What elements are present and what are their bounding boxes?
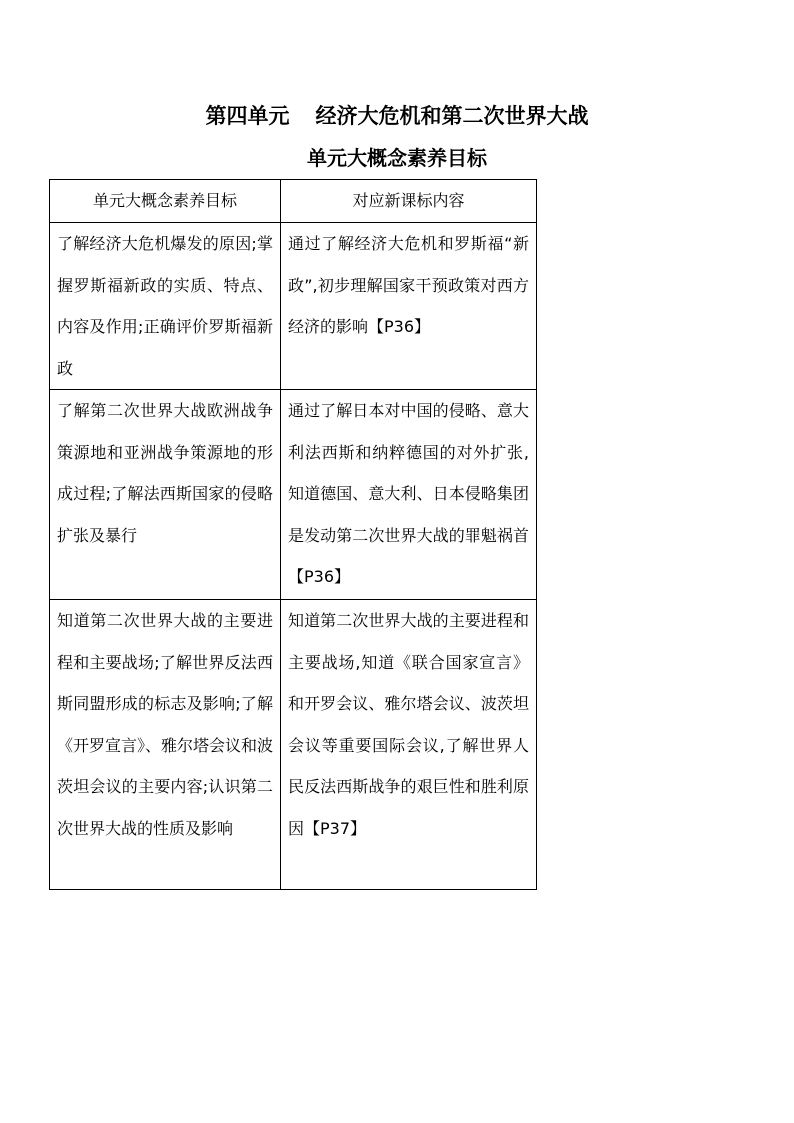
goal-cell: 了解第二次世界大战欧洲战争策源地和亚洲战争策源地的形成过程;了解法西斯国家的侵略扩张及暴行 [50,390,281,600]
table-row [50,390,537,600]
table-header-row [50,180,537,223]
table-row [50,223,537,390]
goal-cell: 了解经济大危机爆发的原因;掌握罗斯福新政的实质、特点、内容及作用;正确评价罗斯福新政 [50,223,281,390]
column-header-goal: 单元大概念素养目标 [50,180,281,223]
standard-cell: 通过了解经济大危机和罗斯福“新政”,初步理解国家干预政策对西方经济的影响【P36】 [281,223,537,390]
standard-cell: 知道第二次世界大战的主要进程和主要战场,知道《联合国家宣言》和开罗会议、雅尔塔会议、波茨坦会议等重要国际会议,了解世界人民反法西斯战争的艰巨性和胜利原因【P37】 [281,600,537,890]
unit-number: 第四单元 [205,103,290,128]
standard-cell: 通过了解日本对中国的侵略、意大利法西斯和纳粹德国的对外扩张,知道德国、意大利、日本侵略集团是发动第二次世界大战的罪魁祸首【P36】 [281,390,537,600]
unit-topic: 经济大危机和第二次世界大战 [315,103,589,128]
goals-table [49,179,537,890]
unit-title [0,102,794,130]
column-header-standard: 对应新课标内容 [281,180,537,223]
section-subtitle: 单元大概念素养目标 [307,146,487,170]
goal-cell: 知道第二次世界大战的主要进程和主要战场;了解世界反法西斯同盟形成的标志及影响;了解《开罗宣言》、雅尔塔会议和波茨坦会议的主要内容;认识第二次世界大战的性质及影响 [50,600,281,890]
table-row [50,600,537,890]
